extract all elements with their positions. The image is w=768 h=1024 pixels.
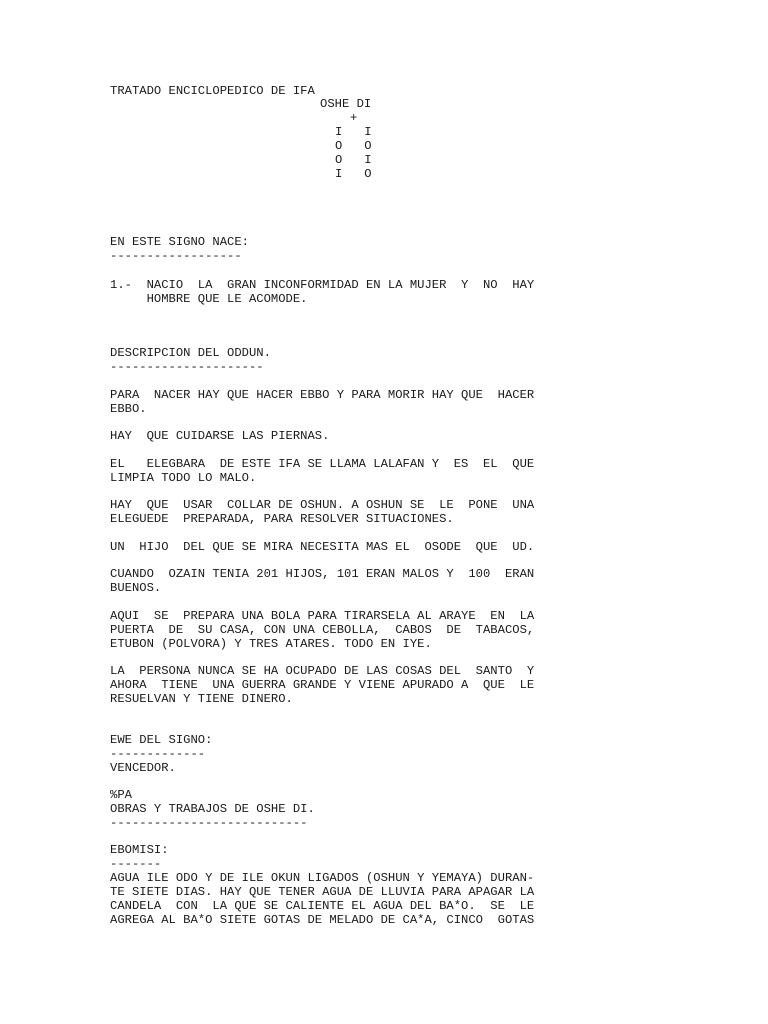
section-underline: ---------------------------: [110, 816, 308, 830]
paragraph-line: AQUI SE PREPARA UNA BOLA PARA TIRARSELA AL ARAYE EN LA: [110, 609, 535, 623]
paragraph-line: CANDELA CON LA QUE SE CALIENTE EL AGUA DEL BA*O. SE LE: [110, 899, 535, 913]
paragraph-line: HAY QUE USAR COLLAR DE OSHUN. A OSHUN SE LE PONE UNA: [110, 498, 535, 512]
paragraph-line: TE SIETE DIAS. HAY QUE TENER AGUA DE LLUVIA PARA APAGAR LA: [110, 885, 535, 899]
paragraph-line: BUENOS.: [110, 581, 162, 595]
section-underline: -------: [110, 857, 162, 871]
section-heading-ewe: EWE DEL SIGNO:: [110, 733, 213, 747]
paragraph-line: UN HIJO DEL QUE SE MIRA NECESITA MAS EL OSODE QUE UD.: [110, 540, 535, 554]
paragraph-line: EBBO.: [110, 402, 147, 416]
paragraph-line: PUERTA DE SU CASA, CON UNA CEBOLLA, CABOS DE TABACOS,: [110, 623, 535, 637]
paragraph-line: RESUELVAN Y TIENE DINERO.: [110, 692, 293, 706]
paragraph-line: ETUBON (POLVORA) Y TRES ATARES. TODO EN IYE.: [110, 637, 432, 651]
sign-plus: +: [350, 111, 358, 125]
paragraph-line: AHORA TIENE UNA GUERRA GRANDE Y VIENE APURADO A QUE LE: [110, 678, 535, 692]
sign-name: OSHE DI: [320, 97, 372, 111]
paragraph-line: AGREGA AL BA*O SIETE GOTAS DE MELADO DE CA*A, CINCO GOTAS: [110, 913, 535, 927]
section-heading-ebomisi: EBOMISI:: [110, 843, 169, 857]
section-underline: ---------------------: [110, 360, 264, 374]
paragraph-line: EL ELEGBARA DE ESTE IFA SE LLAMA LALAFAN Y ES EL QUE: [110, 457, 535, 471]
paragraph-line: CUANDO OZAIN TENIA 201 HIJOS, 101 ERAN MALOS Y 100 ERAN: [110, 567, 535, 581]
paragraph-line: HAY QUE CUIDARSE LAS PIERNAS.: [110, 429, 330, 443]
sign-mark-row: O I: [335, 153, 372, 167]
ewe-item: VENCEDOR.: [110, 761, 176, 775]
paragraph-line: PARA NACER HAY QUE HACER EBBO Y PARA MORIR HAY QUE HACER: [110, 388, 535, 402]
paragraph-line: LA PERSONA NUNCA SE HA OCUPADO DE LAS COSAS DEL SANTO Y: [110, 664, 535, 678]
paragraph-line: LIMPIA TODO LO MALO.: [110, 471, 257, 485]
nace-item-line: 1.- NACIO LA GRAN INCONFORMIDAD EN LA MUJER Y NO HAY: [110, 278, 535, 292]
section-underline: -------------: [110, 747, 206, 761]
section-heading-obras: OBRAS Y TRABAJOS DE OSHE DI.: [110, 802, 315, 816]
section-heading-descripcion: DESCRIPCION DEL ODDUN.: [110, 346, 271, 360]
sign-mark-row: I O: [335, 167, 372, 181]
sign-mark-row: O O: [335, 139, 372, 153]
section-heading-nace: EN ESTE SIGNO NACE:: [110, 235, 249, 249]
nace-item-line: HOMBRE QUE LE ACOMODE.: [110, 292, 308, 306]
paragraph-line: ELEGUEDE PREPARADA, PARA RESOLVER SITUACIONES.: [110, 512, 454, 526]
obras-marker: %PA: [110, 788, 132, 802]
paragraph-line: AGUA ILE ODO Y DE ILE OKUN LIGADOS (OSHUN Y YEMAYA) DURAN-: [110, 871, 535, 885]
section-underline: ------------------: [110, 249, 242, 263]
sign-mark-row: I I: [335, 125, 372, 139]
document-title: TRATADO ENCICLOPEDICO DE IFA: [110, 84, 315, 98]
